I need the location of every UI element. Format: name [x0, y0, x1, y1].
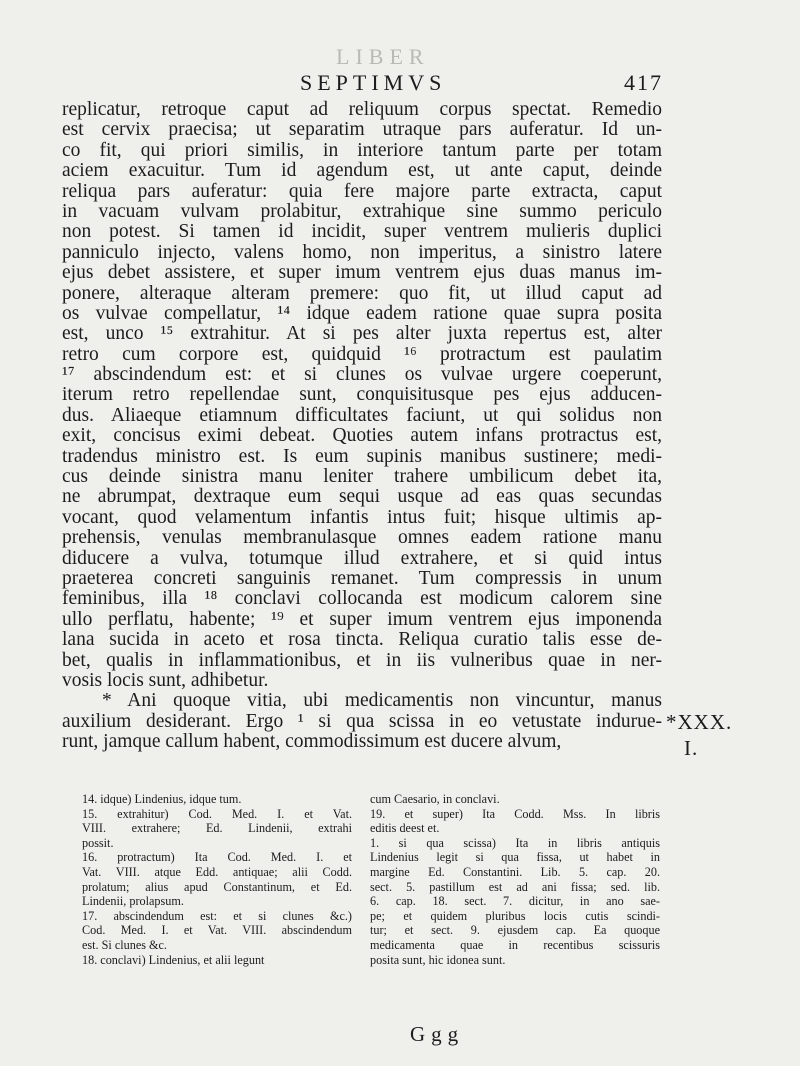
text-line: panniculo injecto, valens homo, non imperitus, a sinistro latere	[62, 242, 662, 263]
footnote-line: Lindenius legit si qua fissa, ut habet in	[370, 850, 660, 865]
footnote-line: pe; et quidem pluribus locis cutis scindi-	[370, 908, 660, 923]
footnote-line: 16. protractum) Ita Cod. Med. I. et	[82, 850, 352, 865]
text-line: co fit, qui priori similis, in interiore tantum parte per totam	[62, 140, 662, 161]
text-line: ejus debet assistere, et super imum ventrem ejus duas manus im-	[62, 263, 662, 284]
text-line: vocant, quod velamentum infantis intus fuit; hisque ultimis ap-	[62, 507, 662, 528]
footnote-line: possit.	[82, 835, 114, 850]
text-line: ponere, alteraque alteram premere: quo fit, ut illud caput ad	[62, 283, 662, 304]
main-text-block	[62, 100, 662, 753]
text-line: aciem exacuitur. Tum id agendum est, ut ante caput, deinde	[62, 161, 662, 182]
footnote-line: Cod. Med. I. et Vat. VIII. abscindendum	[82, 923, 352, 938]
text-line: dus. Aliaeque etiamnum difficultates faciunt, ut qui solidus non	[62, 405, 662, 426]
show-through-running-head: LIBER	[336, 44, 430, 69]
text-line: lana sucida in aceto et rosa tincta. Reliqua curatio talis esse de-	[62, 630, 662, 651]
footnote-line: medicamenta quae in recentibus scissuris	[370, 937, 660, 952]
text-line: ¹⁷ abscindendum est: et si clunes os vulvae urgere coeperunt,	[62, 365, 662, 386]
footnote-line: prolatum; alius apud Constantinum, et Ed.	[82, 879, 352, 894]
footnote-line: VIII. extrahere; Ed. Lindenii, extrahi	[82, 821, 352, 836]
footnote-line: margine Ed. Constantini. Lib. 5. cap. 20.	[370, 864, 660, 879]
text-line: est cervix praecisa; ut separatim utraque pars auferatur. Id un-	[62, 120, 662, 141]
text-line: bet, qualis in inflammationibus, et in iis vulneribus quae in ner-	[62, 650, 662, 671]
text-line: praeterea concreti sanguinis remanet. Tum compressis in unum	[62, 568, 662, 589]
text-line: runt, jamque callum habent, commodissimum est ducere alvum,	[62, 732, 562, 753]
text-line: vosis locis sunt, adhibetur.	[62, 670, 269, 691]
footnote-line: 18. conclavi) Lindenius, et alii legunt	[82, 952, 265, 967]
signature-mark: Ggg	[410, 1022, 465, 1046]
text-line: ne abrumpat, dextraque eum sequi usque ad eas quas secundas	[62, 487, 662, 508]
footnote-line: 14. idque) Lindenius, idque tum.	[82, 792, 242, 806]
text-line: cus deinde sinistra manu leniter trahere umbilicum debet ita,	[62, 467, 662, 488]
text-line: diducere a vulva, totumque illud extrahere, et si quid intus	[62, 548, 662, 569]
footnote-line: est. Si clunes &c.	[82, 937, 167, 952]
text-line: iterum retro repellendae sunt, conquisitusque pes ejus adducen-	[62, 385, 662, 406]
running-head: SEPTIMVS	[300, 70, 447, 95]
text-line: in vacuam vulvam prolabitur, extrahique sine summo periculo	[62, 201, 662, 222]
text-line: ullo perflatu, habente; ¹⁹ et super imum ventrem ejus imponenda	[62, 609, 662, 630]
text-line: replicatur, retroque caput ad reliquum corpus spectat. Remedio	[62, 100, 662, 120]
footnote-line: editis deest et.	[370, 821, 440, 836]
page-header	[0, 70, 800, 100]
section-marker: I.	[684, 736, 699, 760]
text-line: os vulvae compellatur, ¹⁴ idque eadem ratione quae supra posita	[62, 303, 662, 324]
footnote-line: cum Caesario, in conclavi.	[370, 792, 500, 806]
footnote-separator	[62, 786, 662, 787]
footnote-line: 15. extrahitur) Cod. Med. I. et Vat.	[82, 806, 352, 821]
footnotes-left-column	[82, 792, 352, 967]
footnote-line: Vat. VIII. atque Edd. antiquae; alii Codd.	[82, 864, 352, 879]
footnote-line: 1. si qua scissa) Ita in libris antiquis	[370, 835, 660, 850]
text-line: est, unco ¹⁵ extrahitur. At si pes alter juxta repertus est, alter	[62, 324, 662, 345]
text-line: retro cum corpore est, quidquid ¹⁶ protractum est paulatim	[62, 344, 662, 365]
text-line: non potest. Si tamen id incidit, super ventrem mulieris duplici	[62, 222, 662, 243]
text-line: auxilium desiderant. Ergo ¹ si qua scissa in eo vetustate indurue-	[62, 711, 662, 732]
footnotes-right-column	[370, 792, 660, 967]
text-line: prehensis, venulas membranulasque omnes eadem ratione manu	[62, 528, 662, 549]
chapter-marker: *XXX.	[666, 710, 733, 734]
footnote-line: tur; et sect. 9. ejusdem cap. Ea quoque	[370, 923, 660, 938]
text-line: feminibus, illa ¹⁸ conclavi collocanda est modicum calorem sine	[62, 589, 662, 610]
footnote-line: 19. et super) Ita Codd. Mss. In libris	[370, 806, 660, 821]
text-line: tradendus ministro est. Is eum supinis manibus sustinere; medi-	[62, 446, 662, 467]
page-number: 417	[624, 70, 663, 95]
text-line: exit, concisus eximi debeat. Quoties autem infans protractus est,	[62, 426, 662, 447]
text-line: reliqua pars auferatur: quia fere majore parte extracta, caput	[62, 181, 662, 202]
footnote-line: sect. 5. pastillum est ad ani fissa; sed. lib.	[370, 879, 660, 894]
footnote-line: posita sunt, hic idonea sunt.	[370, 952, 506, 967]
footnote-line: Lindenii, prolapsum.	[82, 894, 184, 909]
footnote-line: 6. cap. 18. sect. 7. dicitur, in ano sae-	[370, 894, 660, 909]
text-line: * Ani quoque vitia, ubi medicamentis non vincuntur, manus	[102, 691, 662, 712]
footnote-line: 17. abscindendum est: et si clunes &c.)	[82, 908, 352, 923]
